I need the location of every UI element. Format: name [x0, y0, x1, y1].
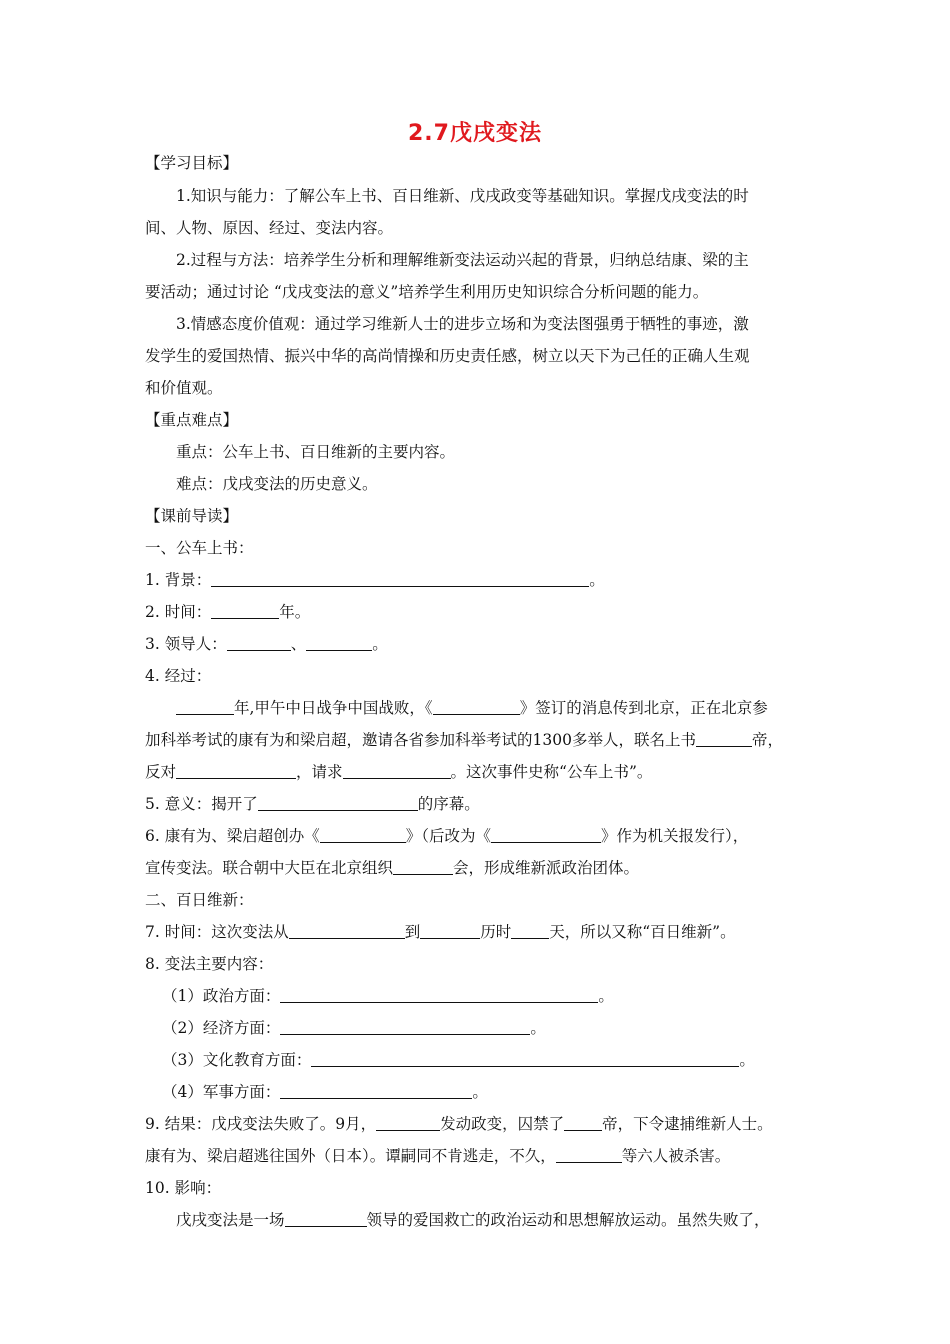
blank[interactable] [289, 923, 405, 939]
question-2: 2. 时间： 年。 [145, 603, 311, 621]
blank[interactable] [393, 859, 453, 875]
difficult-point: 难点：戊戌变法的历史意义。 [176, 475, 378, 493]
question-10: 10. 影响： [145, 1179, 222, 1197]
question-4-line-3: 反对 ，请求 。这次事件史称“公车上书”。 [145, 763, 653, 781]
blank[interactable] [511, 923, 549, 939]
blank[interactable] [376, 1115, 440, 1131]
question-5: 5. 意义：揭开了 的序幕。 [145, 795, 480, 813]
blank[interactable] [320, 827, 406, 843]
question-4: 4. 经过： [145, 667, 212, 685]
goal-2-line-2: 要活动；通过讨论 “戊戌变法的意义”培养学生利用历史知识综合分析问题的能力。 [145, 283, 709, 301]
question-9-line-1: 9. 结果：戊戌变法失败了。9月， 发动政变，囚禁了 帝，下令逮捕维新人士。 [145, 1115, 773, 1133]
question-4-line-1: 年,甲午中日战争中国战败，《 》签订的消息传到北京，正在北京参 [176, 698, 768, 718]
blank[interactable] [280, 1083, 472, 1099]
section-heading-goals: 【学习目标】 [145, 154, 239, 172]
blank[interactable] [556, 1147, 622, 1163]
question-8-3: （3）文化教育方面： 。 [162, 1051, 755, 1069]
section-heading-key: 【重点难点】 [145, 411, 239, 429]
blank[interactable] [258, 795, 418, 811]
blank[interactable] [696, 731, 752, 747]
question-9-line-2: 康有为、梁启超逃往国外（日本）。谭嗣同不肯逃走，不久， 等六人被杀害。 [145, 1147, 731, 1165]
question-1: 1. 背景： 。 [145, 571, 605, 589]
blank[interactable] [280, 987, 598, 1003]
goal-1-line-1: 1.知识与能力：了解公车上书、百日维新、戊戌政变等基础知识。掌握戊戌变法的时 [176, 187, 749, 205]
blank[interactable] [176, 763, 296, 779]
question-10-line-1: 戊戌变法是一场 领导的爱国救亡的政治运动和思想解放运动。虽然失败了， [176, 1211, 770, 1229]
blank[interactable] [176, 699, 234, 715]
question-8: 8. 变法主要内容： [145, 955, 274, 973]
question-6-line-1: 6. 康有为、梁启超创办《 》（后改为《 》作为机关报发行）， [145, 827, 749, 845]
question-8-2: （2）经济方面： 。 [162, 1019, 546, 1037]
blank[interactable] [420, 923, 480, 939]
blank[interactable] [227, 635, 291, 651]
blank[interactable] [433, 699, 520, 715]
goal-3-line-3: 和价值观。 [145, 379, 223, 397]
question-8-4: （4）军事方面： 。 [162, 1083, 488, 1101]
blank[interactable] [306, 635, 372, 651]
goal-2-line-1: 2.过程与方法：培养学生分析和理解维新变法运动兴起的背景，归纳总结康、梁的主 [176, 251, 749, 269]
blank[interactable] [285, 1211, 367, 1227]
blank[interactable] [311, 1051, 739, 1067]
goal-3-line-1: 3.情感态度价值观：通过学习维新人士的进步立场和为变法图强勇于牺牲的事迹，激 [176, 315, 749, 333]
blank[interactable] [491, 827, 601, 843]
blank[interactable] [280, 1019, 530, 1035]
blank[interactable] [564, 1115, 602, 1131]
page-title: 2.7戊戌变法 [408, 121, 542, 146]
key-point: 重点：公车上书、百日维新的主要内容。 [176, 443, 456, 461]
goal-3-line-2: 发学生的爱国热情、振兴中华的高尚情操和历史责任感，树立以天下为己任的正确人生观 [145, 347, 750, 365]
blank[interactable] [211, 603, 279, 619]
heading-hundred-days: 二、百日维新： [145, 891, 254, 909]
question-4-line-2: 加科举考试的康有为和梁启超，邀请各省参加科举考试的1300多举人，联名上书 帝， [145, 731, 783, 749]
section-heading-preview: 【课前导读】 [145, 507, 239, 525]
question-8-1: （1）政治方面： 。 [162, 987, 614, 1005]
question-6-line-2: 宣传变法。联合朝中大臣在北京组织 会，形成维新派政治团体。 [145, 859, 640, 877]
heading-gongche: 一、公车上书： [145, 539, 254, 557]
blank[interactable] [343, 763, 451, 779]
question-7: 7. 时间：这次变法从 到 历时 天，所以又称“百日维新”。 [145, 923, 736, 941]
goal-1-line-2: 间、人物、原因、经过、变法内容。 [145, 219, 394, 237]
question-3: 3. 领导人： 、 。 [145, 635, 388, 653]
blank[interactable] [211, 571, 589, 587]
